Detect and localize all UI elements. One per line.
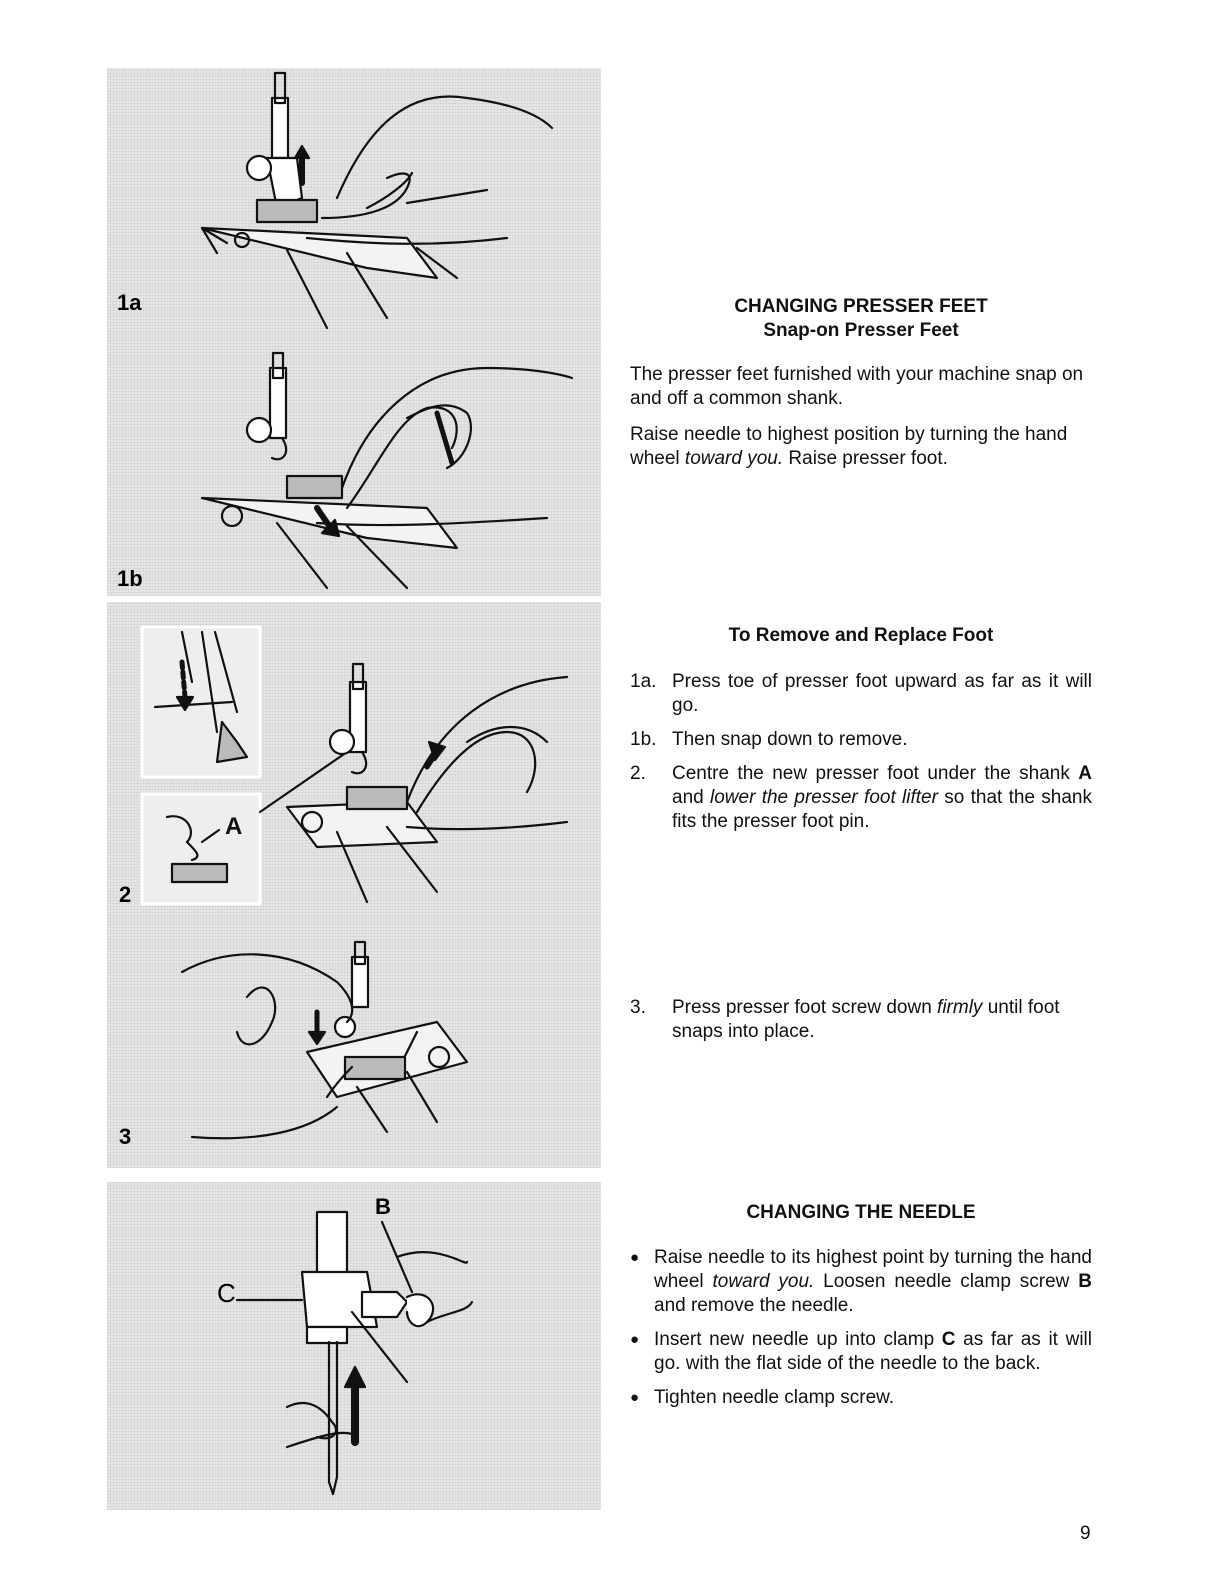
raise-needle-paragraph: Raise needle to highest position by turning the hand wheel toward you. Raise presser foot. bbox=[630, 424, 1068, 469]
figure-label-1a: 1a bbox=[117, 290, 142, 315]
section-title-changing-presser-feet bbox=[630, 295, 1092, 343]
needle-clamp-illustration bbox=[107, 1182, 601, 1510]
presser-intro-text bbox=[630, 363, 1092, 483]
step-3-block bbox=[630, 996, 1092, 1054]
step-2: 2. Centre the new presser foot under the shank A and lower the presser foot lifter so that the shank fits the presser foot pin. bbox=[630, 763, 1092, 832]
callout-b-label: B bbox=[375, 1194, 391, 1219]
illustration-panel-1 bbox=[107, 68, 601, 596]
bullet-icon: ● bbox=[630, 1389, 640, 1406]
bullet-icon: ● bbox=[630, 1249, 640, 1266]
callout-a-label: A bbox=[225, 813, 243, 840]
presser-foot-illustrations-1a-1b bbox=[107, 68, 601, 596]
bullet-item: ● Tighten needle clamp screw. bbox=[630, 1387, 895, 1408]
callout-c-label: C bbox=[217, 1278, 236, 1308]
page-subtitle: Snap-on Presser Feet bbox=[763, 320, 959, 341]
page-number: 9 bbox=[1080, 1523, 1091, 1544]
needle-bullets bbox=[630, 1246, 1092, 1420]
remove-replace-steps bbox=[630, 670, 1092, 844]
figure-label-2: 2 bbox=[119, 882, 132, 907]
presser-foot-illustrations-2-3 bbox=[107, 602, 601, 1168]
bullet-item: ● Insert new needle up into clamp C as far as it will go. with the flat side of the needle to the back. bbox=[630, 1329, 1092, 1374]
section-title-remove-replace: To Remove and Replace Foot bbox=[728, 625, 994, 646]
page-title: CHANGING PRESSER FEET bbox=[734, 296, 988, 317]
figure-label-1b: 1b bbox=[117, 566, 143, 591]
step-3: 3. Press presser foot screw down firmly until foot snaps into place. bbox=[630, 997, 1060, 1042]
figure-label-3: 3 bbox=[119, 1124, 132, 1149]
bullet-icon: ● bbox=[630, 1331, 640, 1348]
illustration-panel-needle bbox=[107, 1182, 601, 1510]
step-1a: 1a. Press toe of presser foot upward as far as it will go. bbox=[630, 671, 1092, 716]
step-1b: 1b. Then snap down to remove. bbox=[630, 729, 908, 750]
illustration-panel-2 bbox=[107, 602, 601, 1168]
intro-paragraph: The presser feet furnished with your machine snap on and off a common shank. bbox=[630, 364, 1084, 409]
bullet-item: ● Raise needle to its highest point by turning the hand wheel toward you. Loosen needle clamp screw B and remove the needle. bbox=[630, 1247, 1092, 1316]
section-title-changing-needle: CHANGING THE NEEDLE bbox=[746, 1202, 976, 1223]
